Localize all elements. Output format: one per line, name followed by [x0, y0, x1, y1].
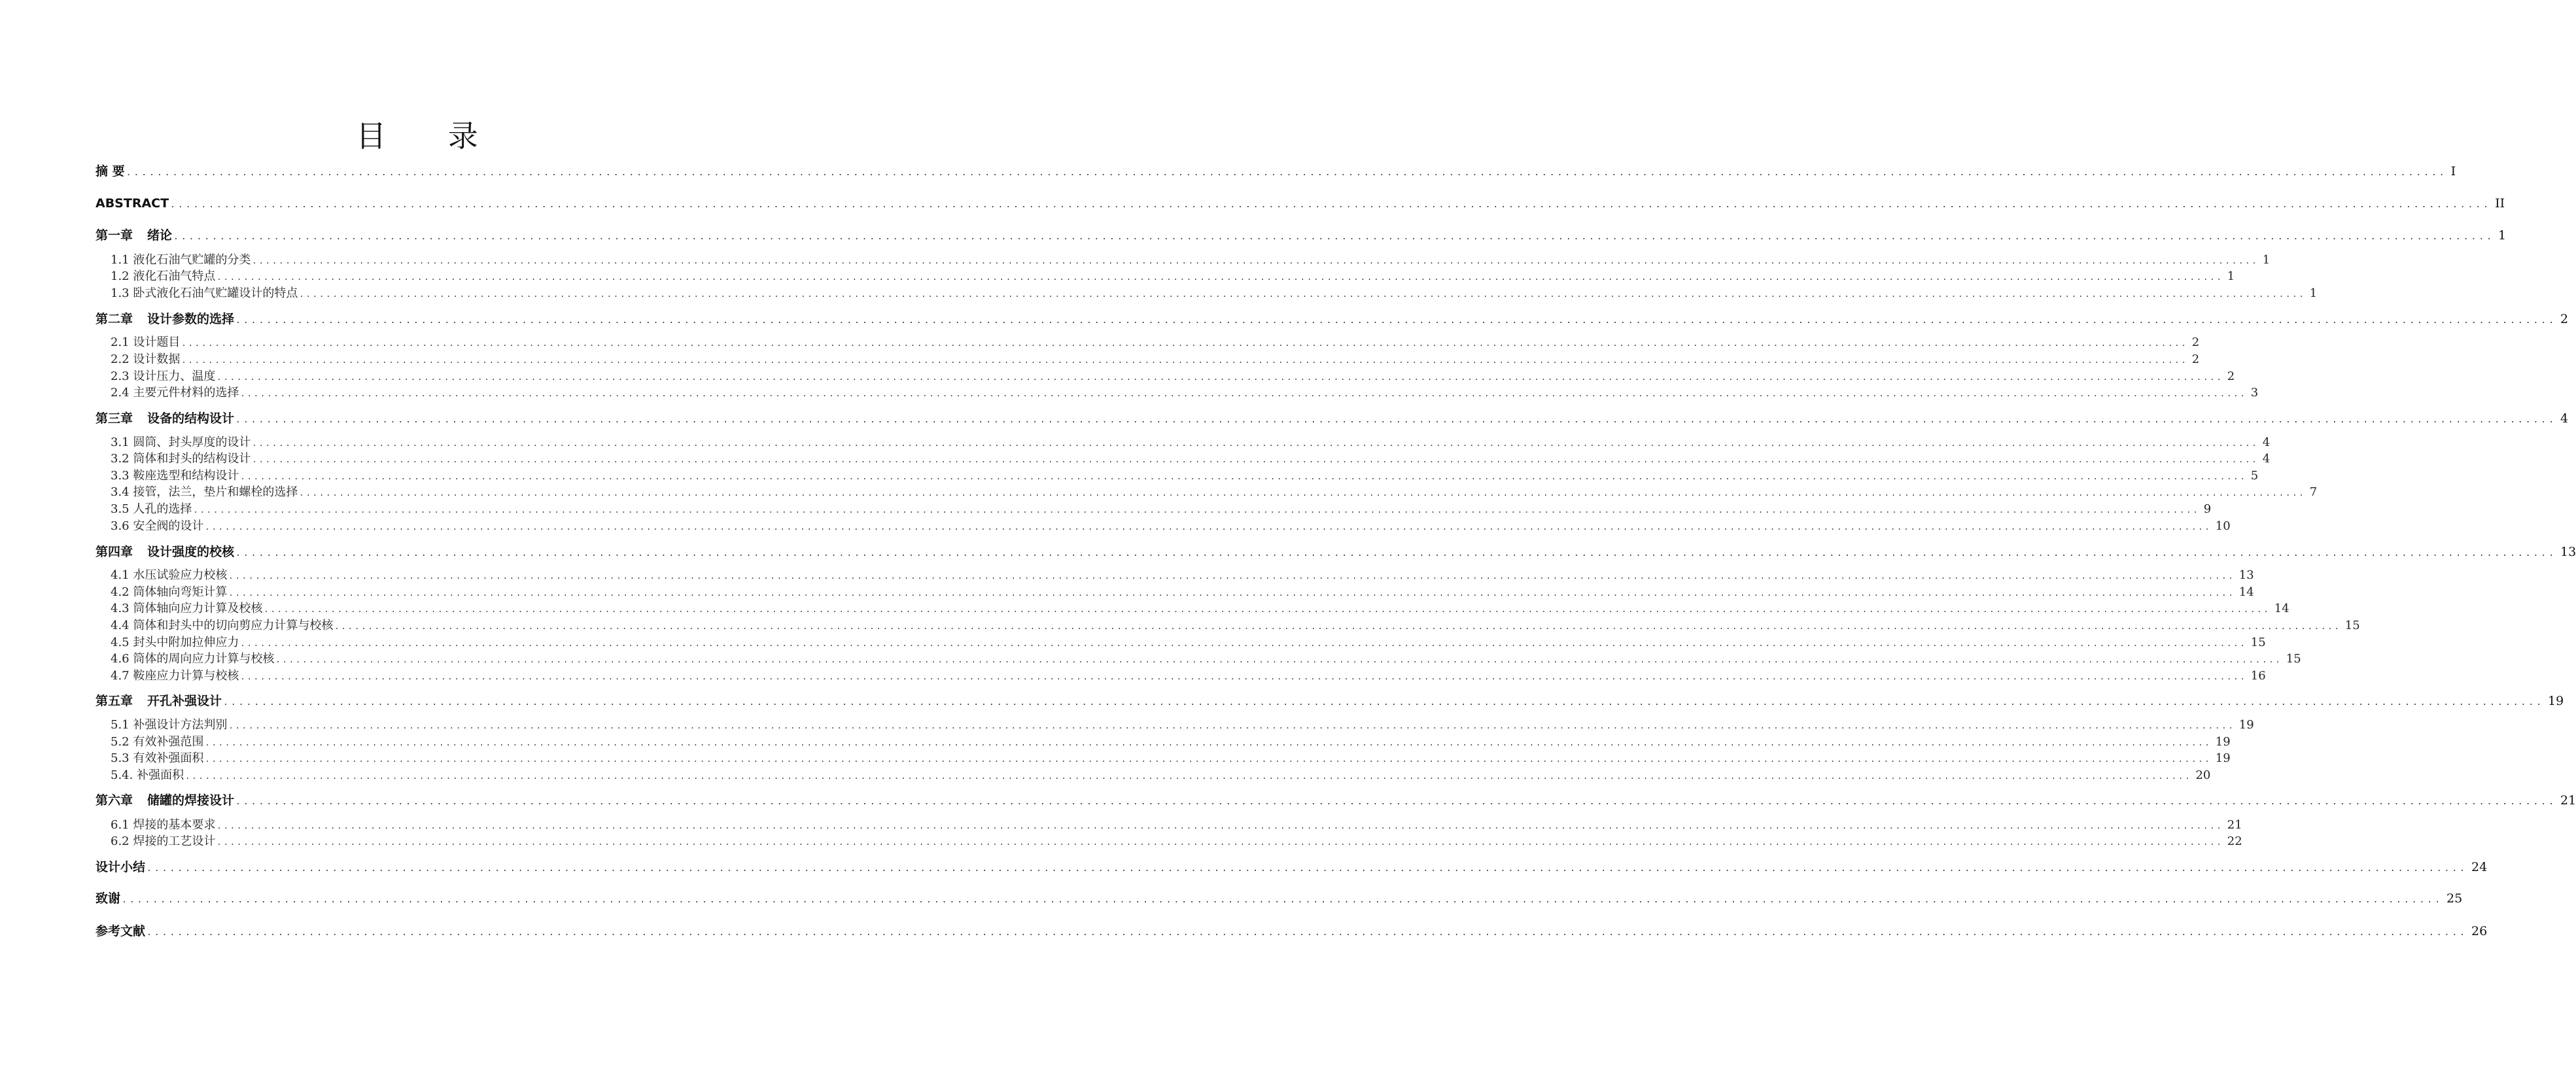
- toc-entry-title: 1.1 液化石油气贮罐的分类: [111, 253, 251, 267]
- dot-leader: ............................................................................................................................................................................................................................................................................................................: [217, 838, 2223, 847]
- toc-page-number: 4: [2262, 436, 2271, 449]
- dot-leader: ............................................................................................................................................................................................................................................................................................................: [235, 797, 2557, 807]
- toc-entry-label: [111, 734, 205, 751]
- toc-page-number: 19: [2238, 718, 2254, 732]
- dot-leader: ............................................................................................................................................................................................................................................................................................................: [240, 472, 2247, 481]
- toc-entry-title: 6.1 焊接的基本要求: [111, 818, 216, 832]
- toc-entry-label: [96, 195, 170, 212]
- toc-entry-title: 3.3 鞍座选型和结构设计: [111, 469, 239, 483]
- dot-leader: ............................................................................................................................................................................................................................................................................................................: [235, 415, 2557, 425]
- dot-leader: ............................................................................................................................................................................................................................................................................................................: [223, 698, 2545, 708]
- toc-section-entry[interactable]: [111, 767, 2211, 784]
- toc-entry-label: [111, 717, 228, 734]
- toc-entry-label: [111, 451, 252, 468]
- toc-page-number: 1: [2309, 286, 2318, 300]
- page-title: 目 录: [356, 118, 504, 154]
- toc-entry-label: [111, 668, 240, 685]
- toc-entry-label: [111, 468, 240, 485]
- toc-chapter-number: 第四章: [96, 545, 133, 559]
- toc-entry-title: 2.4 主要元件材料的选择: [111, 386, 239, 400]
- toc-section-entry[interactable]: [111, 600, 2289, 617]
- toc-entry-title: 5.2 有效补强范围: [111, 735, 204, 749]
- toc-entry-title: 1.2 液化石油气特点: [111, 269, 216, 283]
- toc-section-entry[interactable]: [111, 434, 2271, 451]
- toc-page-number: 15: [2250, 636, 2266, 649]
- toc-entry-title: 4.4 筒体和封头中的切向剪应力计算与校核: [111, 619, 334, 632]
- toc-entry-title: 4.7 鞍座应力计算与校核: [111, 669, 239, 683]
- toc-chapter-number: 第二章: [96, 312, 133, 326]
- toc-entry-title: 5.3 有效补强面积: [111, 751, 204, 765]
- toc-chapter-number: 第三章: [96, 411, 133, 426]
- toc-entry-title: 绪论: [147, 228, 173, 243]
- dot-leader: ............................................................................................................................................................................................................................................................................................................: [193, 505, 2200, 515]
- toc-section-entry[interactable]: [111, 634, 2266, 651]
- toc-page-number: 15: [2344, 619, 2360, 632]
- toc-entry-label: [111, 817, 217, 834]
- toc-section-entry[interactable]: [111, 368, 2235, 385]
- toc-page-number: 13: [2238, 568, 2254, 582]
- toc-entry-label: [96, 311, 235, 328]
- dot-leader: ............................................................................................................................................................................................................................................................................................................: [240, 389, 2247, 398]
- toc-page-number: 24: [2471, 860, 2488, 874]
- dot-leader: ............................................................................................................................................................................................................................................................................................................: [181, 356, 2188, 365]
- toc-entry-title: 4.3 筒体轴向应力计算及校核: [111, 602, 263, 615]
- dot-leader: ............................................................................................................................................................................................................................................................................................................: [181, 339, 2188, 348]
- toc-entry-title: 致谢: [96, 891, 121, 906]
- dot-leader: ............................................................................................................................................................................................................................................................................................................: [205, 738, 2212, 747]
- toc-section-entry[interactable]: [111, 651, 2301, 668]
- toc-chapter-number: 第一章: [96, 228, 133, 243]
- toc-entry-label: [111, 484, 299, 501]
- toc-entry-label: [111, 434, 252, 451]
- dot-leader: ............................................................................................................................................................................................................................................................................................................: [228, 721, 2235, 730]
- dot-leader: ............................................................................................................................................................................................................................................................................................................: [217, 373, 2223, 382]
- toc-chapter-entry[interactable]: [96, 693, 2564, 710]
- toc-section-entry[interactable]: [111, 351, 2200, 368]
- toc-entry-title: 4.2 筒体轴向弯矩计算: [111, 585, 228, 599]
- toc-entry-title: 设计强度的校核: [147, 545, 235, 559]
- toc-section-entry[interactable]: [111, 518, 2231, 535]
- toc-page-number: 14: [2274, 602, 2289, 615]
- dot-leader: ............................................................................................................................................................................................................................................................................................................: [240, 639, 2247, 648]
- dot-leader: ............................................................................................................................................................................................................................................................................................................: [299, 290, 2306, 299]
- toc-page-number: I: [2450, 164, 2456, 179]
- toc-entry-label: [96, 693, 223, 710]
- toc-entry-title: 3.5 人孔的选择: [111, 502, 192, 516]
- toc-section-entry[interactable]: [111, 334, 2200, 351]
- toc-entry-label: [111, 518, 205, 535]
- toc-entry-label: [96, 859, 147, 876]
- toc-entry-label: [111, 501, 193, 518]
- toc-chapter-number: 第六章: [96, 793, 133, 808]
- dot-leader: ............................................................................................................................................................................................................................................................................................................: [235, 549, 2557, 558]
- toc-section-entry[interactable]: [111, 668, 2266, 685]
- toc-section-entry[interactable]: [111, 833, 2242, 850]
- toc-entry-title: 2.3 设计压力、温度: [111, 369, 216, 383]
- toc-entry-label: [96, 163, 126, 180]
- toc-page-number: 26: [2471, 924, 2488, 938]
- toc-page-number: 4: [2262, 452, 2271, 466]
- toc-entry-label: [96, 227, 173, 244]
- toc-entry-label: [111, 252, 252, 269]
- dot-leader: ............................................................................................................................................................................................................................................................................................................: [252, 439, 2259, 448]
- toc-page-number: 14: [2238, 585, 2254, 599]
- dot-leader: ............................................................................................................................................................................................................................................................................................................: [264, 605, 2271, 614]
- toc-page-number: 1: [2227, 269, 2235, 283]
- dot-leader: ............................................................................................................................................................................................................................................................................................................: [252, 455, 2259, 464]
- toc-page-number: 10: [2215, 519, 2231, 533]
- dot-leader: ............................................................................................................................................................................................................................................................................................................: [147, 928, 2468, 938]
- toc-entry-title: 5.1 补强设计方法判别: [111, 718, 228, 732]
- toc-page-number: 21: [2227, 818, 2242, 832]
- toc-chapter-entry[interactable]: [96, 163, 2456, 180]
- toc-entry-title: 开孔补强设计: [147, 694, 222, 708]
- toc-entry-title: 设计小结: [96, 860, 146, 874]
- dot-leader: ............................................................................................................................................................................................................................................................................................................: [275, 655, 2282, 664]
- toc-entry-title: 6.2 焊接的工艺设计: [111, 834, 216, 848]
- toc-page-number: 19: [2548, 694, 2564, 708]
- toc-section-entry[interactable]: [111, 567, 2254, 584]
- toc-chapter-entry[interactable]: [96, 792, 2576, 809]
- dot-leader: ............................................................................................................................................................................................................................................................................................................: [240, 672, 2247, 681]
- toc-page-number: 2: [2560, 312, 2569, 326]
- dot-leader: ............................................................................................................................................................................................................................................................................................................: [205, 522, 2212, 532]
- toc-section-entry[interactable]: [111, 285, 2318, 302]
- toc-page-number: 19: [2215, 735, 2231, 749]
- toc-entry-title: 3.4 接管，法兰，垫片和螺栓的选择: [111, 485, 298, 499]
- toc-chapter-entry[interactable]: [96, 923, 2488, 940]
- toc-entry-label: [111, 351, 181, 368]
- toc-section-entry[interactable]: [111, 750, 2231, 767]
- dot-leader: ............................................................................................................................................................................................................................................................................................................: [217, 821, 2223, 831]
- toc-entry-title: 3.1 圆筒、封头厚度的设计: [111, 436, 251, 449]
- toc-page-number: 5: [2250, 469, 2259, 483]
- toc-entry-label: [111, 368, 217, 385]
- toc-entry-title: 储罐的焊接设计: [147, 793, 235, 808]
- toc-entry-title: 4.1 水压试验应力校核: [111, 568, 228, 582]
- toc-page-number: 15: [2286, 652, 2301, 666]
- dot-leader: ............................................................................................................................................................................................................................................................................................................: [228, 572, 2235, 581]
- toc-entry-title: 2.1 设计题目: [111, 335, 181, 349]
- toc-entry-label: [111, 334, 181, 351]
- toc-page-number: 20: [2195, 768, 2211, 782]
- toc-entry-title: 2.2 设计数据: [111, 352, 181, 366]
- toc-section-entry[interactable]: [111, 451, 2271, 468]
- toc-entry-label: [111, 651, 275, 668]
- toc-page-number: 22: [2227, 834, 2242, 848]
- toc-section-entry[interactable]: [111, 734, 2231, 751]
- toc-page-number: II: [2495, 196, 2505, 211]
- toc-entry-label: [111, 750, 205, 767]
- toc-page-number: 9: [2203, 502, 2212, 516]
- toc-entry-title: 设计参数的选择: [147, 312, 235, 326]
- toc-entry-label: [111, 567, 228, 584]
- toc-section-entry[interactable]: [111, 468, 2259, 485]
- toc-entry-label: [111, 584, 228, 601]
- toc-page-number: 7: [2309, 485, 2318, 499]
- toc-section-entry[interactable]: [111, 252, 2271, 269]
- toc-entry-title: 4.5 封头中附加拉伸应力: [111, 636, 239, 649]
- toc-chapter-entry[interactable]: [96, 543, 2576, 560]
- toc-chapter-entry[interactable]: [96, 890, 2463, 907]
- toc-entry-title: 4.6 筒体的周向应力计算与校核: [111, 652, 275, 666]
- toc-entry-label: [111, 634, 240, 651]
- toc-page-number: 13: [2560, 545, 2576, 559]
- dot-leader: ............................................................................................................................................................................................................................................................................................................: [170, 200, 2492, 210]
- toc-section-entry[interactable]: [111, 584, 2254, 601]
- toc-entry-label: [96, 792, 235, 809]
- toc-chapter-entry[interactable]: [96, 410, 2569, 427]
- toc-entry-label: [96, 410, 235, 427]
- toc-chapter-entry[interactable]: [96, 227, 2507, 244]
- dot-leader: ............................................................................................................................................................................................................................................................................................................: [147, 864, 2468, 874]
- toc-page-number: 2: [2227, 369, 2235, 383]
- dot-leader: ............................................................................................................................................................................................................................................................................................................: [173, 232, 2495, 242]
- toc-entry-label: [111, 767, 185, 784]
- toc-entry-title: 3.6 安全阀的设计: [111, 519, 204, 533]
- toc-page-number: 16: [2250, 669, 2266, 683]
- dot-leader: ............................................................................................................................................................................................................................................................................................................: [235, 316, 2557, 326]
- toc-section-entry[interactable]: [111, 484, 2318, 501]
- toc-entry-title: 5.4. 补强面积: [111, 768, 184, 782]
- toc-entry-title: 设备的结构设计: [147, 411, 235, 426]
- toc-entry-label: [111, 617, 334, 634]
- toc-entry-label: [111, 600, 264, 617]
- toc-page-number: 25: [2446, 891, 2463, 906]
- dot-leader: ............................................................................................................................................................................................................................................................................................................: [228, 589, 2235, 598]
- toc-chapter-number: 第五章: [96, 694, 133, 708]
- toc-page-number: 1: [2498, 228, 2507, 243]
- dot-leader: ............................................................................................................................................................................................................................................................................................................: [217, 273, 2223, 282]
- toc-page-number: 19: [2215, 751, 2231, 765]
- toc-entry-title: 参考文献: [96, 924, 146, 938]
- dot-leader: ............................................................................................................................................................................................................................................................................................................: [126, 168, 2447, 178]
- dot-leader: ............................................................................................................................................................................................................................................................................................................: [252, 256, 2259, 265]
- toc-entry-label: [111, 385, 240, 402]
- toc-entry-label: [111, 285, 299, 302]
- toc-section-entry[interactable]: [111, 817, 2242, 834]
- toc-page-number: 4: [2560, 411, 2569, 426]
- toc-entry-title: ABSTRACT: [96, 196, 169, 211]
- toc-entry-label: [96, 890, 122, 907]
- toc-section-entry[interactable]: [111, 501, 2212, 518]
- dot-leader: ............................................................................................................................................................................................................................................................................................................: [205, 755, 2212, 764]
- dot-leader: ............................................................................................................................................................................................................................................................................................................: [334, 622, 2341, 631]
- toc-entry-label: [96, 923, 147, 940]
- toc-section-entry[interactable]: [111, 268, 2235, 285]
- toc-page-number: 2: [2191, 335, 2200, 349]
- toc-section-entry[interactable]: [111, 617, 2360, 634]
- toc-section-entry[interactable]: [111, 385, 2259, 402]
- toc-chapter-entry[interactable]: [96, 195, 2505, 212]
- dot-leader: ............................................................................................................................................................................................................................................................................................................: [299, 488, 2306, 498]
- toc-entry-label: [111, 833, 217, 850]
- toc-entry-label: [111, 268, 217, 285]
- toc-chapter-entry[interactable]: [96, 311, 2569, 328]
- dot-leader: ............................................................................................................................................................................................................................................................................................................: [185, 772, 2192, 781]
- toc-page-number: 1: [2262, 253, 2271, 267]
- toc-entry-title: 1.3 卧式液化石油气贮罐设计的特点: [111, 286, 298, 300]
- toc-entry-title: 摘 要: [96, 164, 125, 179]
- toc-section-entry[interactable]: [111, 717, 2254, 734]
- dot-leader: ............................................................................................................................................................................................................................................................................................................: [122, 895, 2443, 905]
- toc-page-number: 21: [2560, 793, 2576, 808]
- toc-page-number: 3: [2250, 386, 2259, 400]
- toc-page-number: 2: [2191, 352, 2200, 366]
- toc-entry-title: 3.2 筒体和封头的结构设计: [111, 452, 251, 466]
- toc-entry-label: [96, 543, 235, 560]
- toc-chapter-entry[interactable]: [96, 859, 2488, 876]
